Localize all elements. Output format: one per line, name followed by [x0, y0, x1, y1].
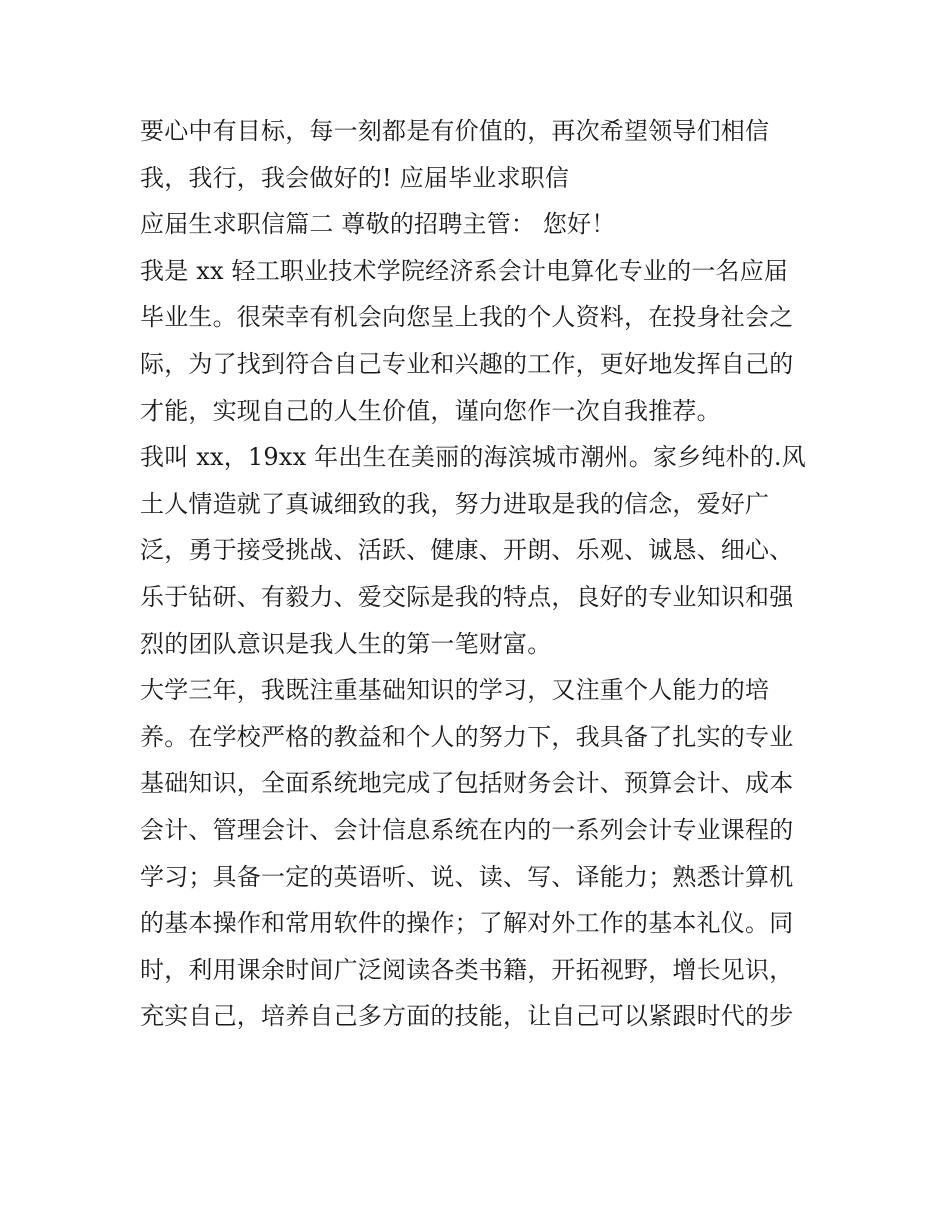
text-line: 充实自己，培养自己多方面的技能，让自己可以紧跟时代的步 [140, 1002, 794, 1031]
text-line: 泛，勇于接受挑战、活跃、健康、开朗、乐观、诚恳、细心、 [140, 536, 794, 565]
text-line: 我，我行，我会做好的! 应届毕业求职信 [140, 163, 570, 192]
document-body [140, 108, 820, 1040]
text-line: 我叫 xx，19xx 年出生在美丽的海滨城市潮州。家乡纯朴的.风 [140, 443, 806, 472]
text-line: 学习；具备一定的英语听、说、读、写、译能力；熟悉计算机 [140, 862, 794, 891]
text-line: 养。在学校严格的教益和个人的努力下，我具备了扎实的专业 [140, 722, 794, 751]
text-line: 土人情造就了真诚细致的我，努力进取是我的信念，爱好广 [140, 489, 770, 518]
text-line: 乐于钻研、有毅力、爱交际是我的特点，良好的专业知识和强 [140, 582, 794, 611]
text-line: 要心中有目标，每一刻都是有价值的，再次希望领导们相信 [140, 117, 770, 145]
text-line: 时，利用课余时间广泛阅读各类书籍，开拓视野，增长见识， [140, 955, 794, 984]
text-line: 我是 xx 轻工职业技术学院经济系会计电算化专业的一名应届 [140, 256, 789, 285]
text-line: 才能，实现自己的人生价值，谨向您作一次自我推荐。 [140, 396, 721, 425]
text-line: 际，为了找到符合自己专业和兴趣的工作，更好地发挥自己的 [140, 349, 794, 378]
text-line: 大学三年，我既注重基础知识的学习，又注重个人能力的培 [140, 676, 770, 705]
text-line: 毕业生。很荣幸有机会向您呈上我的个人资料，在投身社会之 [140, 303, 794, 332]
text-line: 应届生求职信篇二 尊敬的招聘主管： 您好！ [140, 210, 616, 239]
text-line: 烈的团队意识是我人生的第一笔财富。 [140, 629, 552, 658]
text-line: 的基本操作和常用软件的操作；了解对外工作的基本礼仪。同 [140, 909, 794, 938]
text-line: 会计、管理会计、会计信息系统在内的一系列会计专业课程的 [140, 815, 794, 844]
text-line: 基础知识，全面系统地完成了包括财务会计、预算会计、成本 [140, 769, 794, 798]
